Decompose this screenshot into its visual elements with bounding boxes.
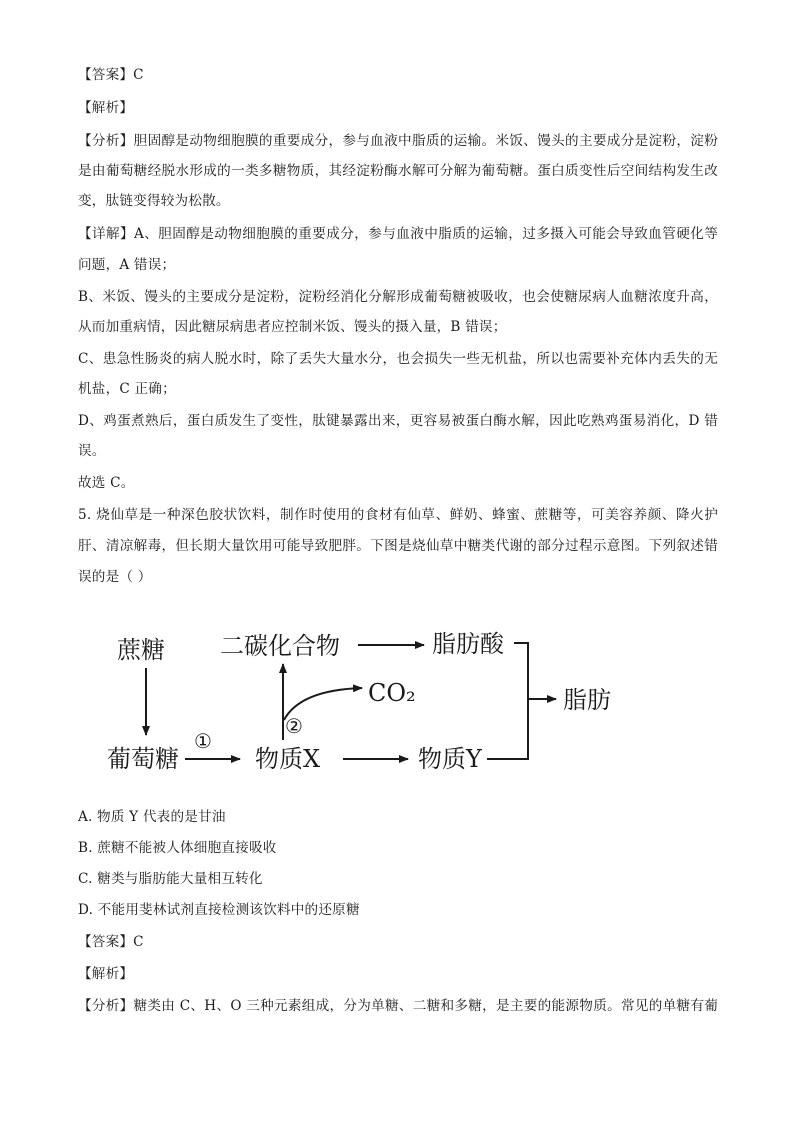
detail-line: C、患急性肠炎的病人脱水时，除了丢失大量水分，也会损失一些无机盐，所以也需要补充体内丢失的无 (78, 351, 718, 367)
answer-label: 【答案】C (78, 934, 144, 950)
analysis-heading: 【解析】 (78, 966, 134, 982)
question-stem: 误的是（ ） (78, 569, 152, 585)
analysis-line: 【分析】糖类由 C、H、O 三种元素组成，分为单糖、二糖和多糖，是主要的能源物质。常见的单糖有葡 (78, 998, 718, 1014)
option-d: D. 不能用斐林试剂直接检测该饮料中的还原糖 (78, 902, 360, 918)
detail-line: 【详解】A、胆固醇是动物细胞膜的重要成分，参与血液中脂质的运输，过多摄入可能会导致血管硬化等 (78, 226, 718, 242)
question-stem: 5. 烧仙草是一种深色胶状饮料，制作时使用的食材有仙草、鲜奶、蜂蜜、蔗糖等，可美容养颜、降火护 (78, 507, 718, 523)
question-stem: 肝、清凉解毒，但长期大量饮用可能导致肥胖。下图是烧仙草中糖类代谢的部分过程示意图。下列叙述错 (78, 538, 718, 554)
analysis-line: 是由葡萄糖经脱水形成的一类多糖物质，其经淀粉酶水解可分解为葡萄糖。蛋白质变性后空间结构发生改 (78, 163, 718, 179)
option-b: B. 蔗糖不能被人体细胞直接吸收 (78, 840, 277, 856)
detail-line: 从而加重病情，因此糖尿病患者应控制米饭、馒头的摄入量，B 错误； (78, 319, 507, 335)
node-fatty-acid: 脂肪酸 (432, 630, 504, 658)
option-a: A. 物质 Y 代表的是甘油 (78, 809, 226, 825)
option-c: C. 糖类与脂肪能大量相互转化 (78, 871, 263, 887)
bracket-substance-y (487, 699, 528, 759)
detail-line: 误。 (78, 443, 106, 459)
node-substance-x: 物质X (255, 745, 321, 773)
analysis-line: 【分析】胆固醇是动物细胞膜的重要成分，参与血液中脂质的运输。米饭、馒头的主要成分是淀粉，淀粉 (78, 133, 718, 149)
bracket-fatty-acid (514, 643, 528, 699)
conclusion-line: 故选 C。 (78, 475, 135, 491)
node-fat: 脂肪 (563, 686, 611, 714)
step-1-label: ① (194, 729, 212, 753)
node-substance-y: 物质Y (418, 745, 482, 773)
node-glucose: 葡萄糖 (107, 745, 179, 773)
detail-line: B、米饭、馒头的主要成分是淀粉，淀粉经消化分解形成葡萄糖被吸收，也会使糖尿病人血糖浓度升高， (78, 289, 718, 305)
node-co2: CO₂ (368, 679, 416, 707)
node-sucrose: 蔗糖 (117, 636, 165, 664)
analysis-line: 变，肽链变得较为松散。 (78, 193, 230, 209)
analysis-heading: 【解析】 (78, 100, 134, 116)
detail-line: D、鸡蛋煮熟后，蛋白质发生了变性，肽键暴露出来，更容易被蛋白酶水解，因此吃熟鸡蛋易消化，D 错 (78, 413, 718, 429)
detail-line: 机盐，C 正确； (78, 381, 176, 397)
step-2-label: ② (285, 714, 303, 738)
node-two-carbon: 二碳化合物 (220, 632, 340, 660)
detail-line: 问题，A 错误； (78, 257, 176, 273)
answer-label: 【答案】C (78, 67, 144, 83)
